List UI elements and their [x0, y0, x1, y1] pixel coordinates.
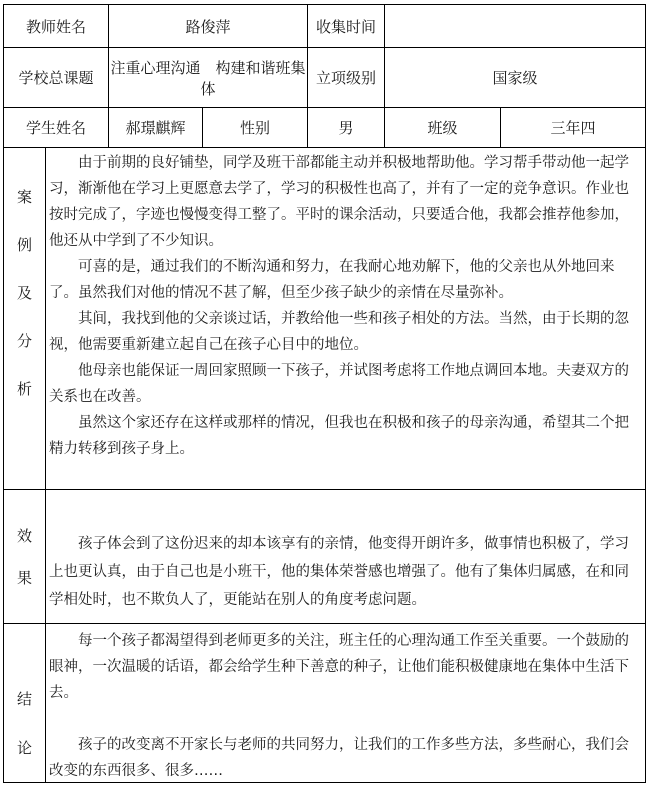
conclusion-content — [45, 623, 646, 783]
case-analysis-content — [45, 147, 646, 490]
teacher-name-value: 路俊萍 — [108, 4, 308, 48]
school-topic-value: 注重心理沟通 构建和谐班集体 — [108, 47, 308, 108]
case-record-table — [3, 4, 646, 783]
conclusion-label — [3, 623, 46, 783]
conclusion-label-char: 论 — [16, 739, 32, 757]
teacher-name-label: 教师姓名 — [3, 4, 109, 48]
gender-value: 男 — [307, 107, 385, 148]
case-analysis-label — [3, 147, 46, 490]
case-paragraph: 他母亲也能保证一周回家照顾一下孩子，并试图考虑将工作地点调回本地。夫妻双方的关系也在改善。 — [49, 363, 629, 405]
case-label-char: 及 — [16, 284, 32, 303]
project-level-value: 国家级 — [384, 47, 646, 108]
effect-paragraph: 孩子体会到了这份迟来的却本该享有的亲情，他变得开朗许多，做事情也积极了，学习上也更认真，由于自己也是小班干，他的集体荣誉感也增强了。他有了集体归属感，在和同学相处时，也不欺负人了，更能站在别人的角度考虑问题。 — [49, 536, 629, 608]
effect-label — [3, 489, 46, 624]
collect-time-label: 收集时间 — [307, 4, 385, 48]
conclusion-label-char: 结 — [16, 690, 32, 708]
case-paragraph: 虽然这个家还存在这样或那样的情况，但我也在积极和孩子的母亲沟通，希望其二个把精力转移到孩子身上。 — [49, 415, 629, 457]
case-label-char: 析 — [16, 379, 32, 398]
student-name-label: 学生姓名 — [3, 107, 109, 148]
collect-time-value — [384, 4, 646, 48]
effect-content — [45, 489, 646, 624]
case-label-char: 案 — [16, 188, 32, 207]
blank-line — [49, 706, 643, 732]
class-value: 三年四 — [500, 107, 646, 148]
case-label-char: 分 — [16, 331, 32, 350]
conclusion-paragraph: 每一个孩子都渴望得到老师更多的关注，班主任的心理沟通工作至关重要。一个鼓励的眼神，一次温暖的话语，都会给学生种下善意的种子，让他们能积极健康地在集体中生活下去。 — [49, 633, 629, 701]
gender-label: 性别 — [202, 107, 308, 148]
class-label: 班级 — [384, 107, 501, 148]
school-topic-label: 学校总课题 — [3, 47, 109, 108]
conclusion-paragraph: 孩子的改变离不开家长与老师的共同努力，让我们的工作多些方法，多些耐心，我们会改变的东西很多、很多…… — [49, 737, 629, 779]
case-paragraph: 由于前期的良好铺垫，同学及班干部都能主动并积极地帮助他。学习帮手带动他一起学习，渐渐他在学习上更愿意去学了，学习的积极性也高了，并有了一定的竞争意识。作业也按时完成了，字迹也慢慢变得工整了。平时的课余活动，只要适合他，我都会推荐他参加，他还从中学到了不少知识。 — [49, 155, 629, 249]
case-paragraph: 可喜的是，通过我们的不断沟通和努力，在我耐心地劝解下，他的父亲也从外地回来了。虽然我们对他的情况不甚了解，但至少孩子缺少的亲情在尽量弥补。 — [49, 259, 615, 301]
case-paragraph: 其间，我找到他的父亲谈过话，并教给他一些和孩子相处的方法。当然，由于长期的忽视，他需要重新建立起自己在孩子心目中的地位。 — [49, 311, 629, 353]
effect-label-char: 果 — [16, 568, 32, 587]
student-name-value: 郝璟麒辉 — [108, 107, 203, 148]
project-level-label: 立项级别 — [307, 47, 385, 108]
case-label-char: 例 — [16, 236, 32, 255]
effect-label-char: 效 — [16, 527, 32, 546]
